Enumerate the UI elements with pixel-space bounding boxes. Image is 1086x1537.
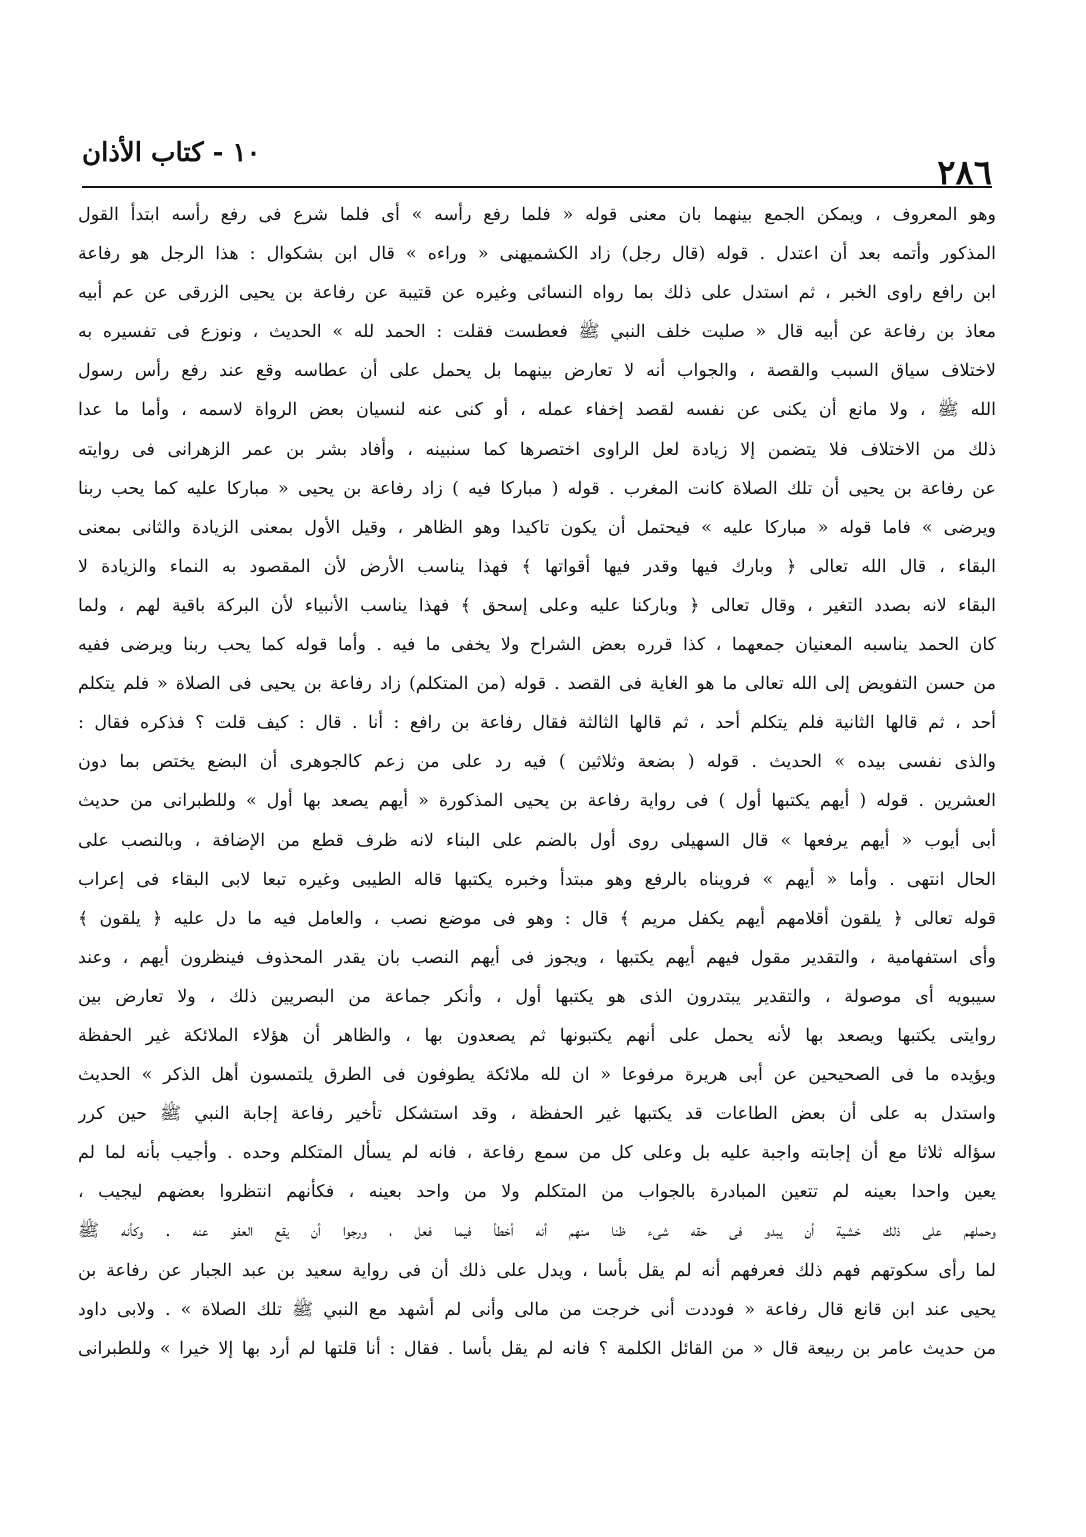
text-line: من حسن التفويض إلى الله تعالى ما هو الغاية فى القصد . قوله (من المتكلم) زاد رفاعة بن يحيى فى الصلاة « فلم يتكلم xyxy=(78,674,996,695)
text-line: وأى استفهامية ، والتقدير مقول فيهم أيهم يكتبها ، ويجوز فى أيهم النصب بان يقدر المحذوف فينظرون أيهم ، وعند xyxy=(78,947,996,968)
text-line: ويؤيده ما فى الصحيحين عن أبى هريرة مرفوعا « ان لله ملائكة يطوفون فى الطرق يلتمسون أهل الذكر » الحديث xyxy=(78,1065,996,1086)
header-divider xyxy=(82,186,992,188)
text-line: يعين واحدا بعينه لم تتعين المبادرة بالجواب من المتكلم ولا من واحد بعينه ، فكأنهم انتظروا بعضهم ليجيب ، xyxy=(78,1182,996,1203)
text-line: قوله تعالى ﴿ يلقون أقلامهم أيهم يكفل مريم ﴾ قال : وهو فى موضع نصب ، والعامل فيه ما دل عليه ﴿ يلقون ﴾ xyxy=(78,908,996,929)
text-line: البقاء ، قال الله تعالى ﴿ وبارك فيها وقدر فيها أقواتها ﴾ فهذا يناسب الأرض لأن المقصود به النماء والزيادة لا xyxy=(78,556,996,577)
text-line: عن رفاعة بن يحيى أن تلك الصلاة كانت المغرب . قوله ( مباركا فيه ) زاد رفاعة بن يحيى « مباركا عليه كما يحب ربنا xyxy=(78,478,996,499)
text-line: البقاء لانه بصدد التغير ، وقال تعالى ﴿ وباركنا عليه وعلى إسحق ﴾ فهذا يناسب الأنبياء لأن البركة باقية لهم ، ولما xyxy=(78,595,996,616)
text-line: أحد ، ثم قالها الثانية فلم يتكلم أحد ، ثم قالها الثالثة فقال رفاعة بن رافع : أنا . قال : كيف قلت ؟ فذكره فقال : xyxy=(78,713,996,734)
text-line: والذى نفسى بيده » الحديث . قوله ( بضعة وثلاثين ) فيه رد على من زعم كالجوهرى أن البضع يختص بما دون xyxy=(78,752,996,773)
text-line: وهو المعروف ، ويمكن الجمع بينهما بان معنى قوله « فلما رفع رأسه » أى فلما شرع فى رفع رأسه ابتدأ القول xyxy=(78,205,996,225)
text-line: معاذ بن رفاعة عن أبيه قال « صليت خلف النبي ﷺ فعطست فقلت : الحمد لله » الحديث ، ونوزع فى تفسيره به xyxy=(78,322,996,343)
text-line: ذلك من الاختلاف فلا يتضمن إلا زيادة لعل الراوى اختصرها كما سنبينه ، وأفاد بشر بن عمر الزهرانى فى روايته xyxy=(78,439,996,460)
page-header xyxy=(82,118,992,193)
section-title: ١٠ - كتاب الأذان xyxy=(82,138,261,168)
text-line: الحال انتهى . وأما « أيهم » فرويناه بالرفع وهو مبتدأ وخبره يكتبها قاله الطيبى وغيره تبعا لابى البقاء فى إعراب xyxy=(78,869,996,890)
text-line: لما رأى سكوتهم فهم ذلك فعرفهم أنه لم يقل بأسا ، ويدل على ذلك أن فى رواية سعيد بن عبد الجبار عن رفاعة بن xyxy=(78,1260,996,1281)
text-line: كان الحمد يناسبه المعنيان جمعهما ، كذا قرره بعض الشراح ولا يخفى ما فيه . وأما قوله كما يحب ربنا ويرضى ففيه xyxy=(78,635,996,656)
text-line: روايتى يكتبها ويصعد بها لأنه يحمل على أنهم يكتبونها ثم يصعدون بها ، والظاهر أن هؤلاء الملائكة غير الحفظة xyxy=(78,1025,996,1046)
text-line: من حديث عامر بن ربيعة قال « من القائل الكلمة ؟ فانه لم يقل بأسا . فقال : أنا قلتها لم أرد بها إلا خيرا » وللطبرانى xyxy=(78,1338,996,1359)
text-line: سؤاله ثلاثا مع أن إجابته واجبة عليه بل وعلى كل من سمع رفاعة ، فانه لم يسأل المتكلم وحده . وأجيب بأنه لما لم xyxy=(78,1143,996,1164)
body-text xyxy=(78,196,996,1369)
text-line: الله ﷺ ، ولا مانع أن يكنى عن نفسه لقصد إخفاء عمله ، أو كنى عنه لنسيان بعض الرواة لاسمه ، وأما ما عدا xyxy=(78,400,996,421)
text-line: ويرضى » فاما قوله « مباركا عليه » فيحتمل أن يكون تاكيدا وهو الظاهر ، وقيل الأول بمعنى الزيادة والثانى بمعنى xyxy=(78,517,996,538)
text-line: وحملهم على ذلك خشية أن يبدو فى حقه شىء ظنا منهم أنه أخطأ فيما فعل ، ورجوا أن يقع العفو عنه . وكأنه ﷺ xyxy=(78,1221,996,1242)
text-line: لاختلاف سياق السبب والقصة ، والجواب أنه لا تعارض بينهما بل يحمل على أن عطاسه وقع عند رفع رأس رسول xyxy=(78,361,996,382)
text-line: أبى أيوب « أيهم يرفعها » قال السهيلى روى أول بالضم على البناء لانه ظرف قطع من الإضافة ، وبالنصب على xyxy=(78,830,996,851)
page-number: ٢٨٦ xyxy=(937,153,992,193)
text-line: المذكور وأتمه بعد أن اعتدل . قوله (قال رجل) زاد الكشميهنى « وراءه » قال ابن بشكوال : هذا الرجل هو رفاعة xyxy=(78,244,996,265)
text-line: العشرين . قوله ( أيهم يكتبها أول ) فى رواية رفاعة بن يحيى المذكورة « أيهم يصعد بها أول » وللطبرانى من حديث xyxy=(78,791,996,812)
text-line: سيبويه أى موصولة ، والتقدير يبتدرون الذى هو يكتبها أول ، وأنكر جماعة من البصريين ذلك ، ولا تعارض بين xyxy=(78,986,996,1007)
text-line: يحيى عند ابن قانع قال رفاعة « فوددت أنى خرجت من مالى وأنى لم أشهد مع النبي ﷺ تلك الصلاة » . ولابى داود xyxy=(78,1299,996,1320)
text-line: ابن رافع راوى الخبر ، ثم استدل على ذلك بما رواه النسائى وغيره عن قتيبة عن رفاعة بن يحيى الزرقى عن عم أبيه xyxy=(78,283,996,304)
text-line: واستدل به على أن بعض الطاعات قد يكتبها غير الحفظة ، وقد استشكل تأخير رفاعة إجابة النبي ﷺ حين كرر xyxy=(78,1104,996,1125)
